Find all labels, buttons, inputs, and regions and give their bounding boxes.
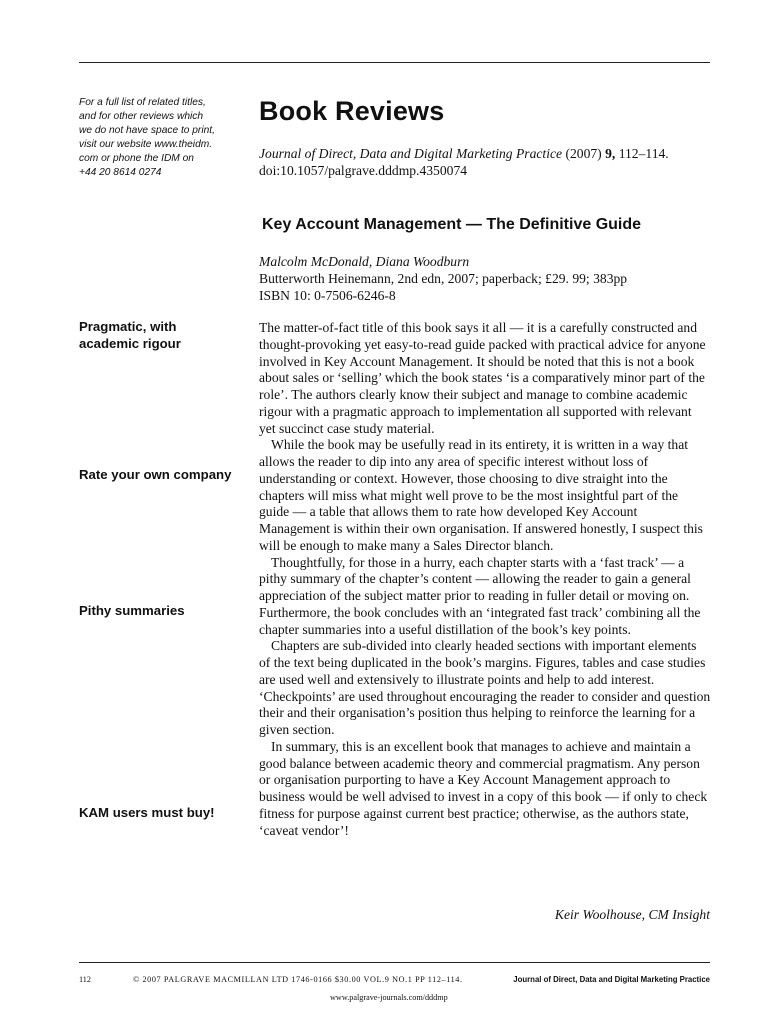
sidenote-line: For a full list of related titles, [79,97,206,108]
journal-url: www.palgrave-journals.com/dddmp [330,993,448,1002]
book-title: Key Account Management — The Definitive Guide [262,216,642,233]
sidenote-line: visit our website www.theidm. [79,139,213,150]
top-rule [79,62,710,63]
book-authors: Malcolm McDonald, Diana Woodburn [259,254,470,269]
citation [259,145,719,179]
book-meta [259,253,719,304]
review-paragraph: The matter-of-fact title of this book says it all — it is a carefully constructed and thought-provoking yet easy-to-read guide packed with practical advice for anyone involved in Key Account Management. It should be noted that this is not a book about sales or ‘selling’ which the book states ‘is a comparatively minor part of the role’. The authors clearly know their subject and manage to combine academic rigour with a pragmatic approach to implementation all supported with relevant yet succinct case study material. [259,320,706,436]
sidenote [79,96,244,180]
copyright-line: © 2007 PALGRAVE MACMILLAN LTD 1746-0166 $30.00 VOL.9 NO.1 PP 112–114. [133,975,463,984]
book-isbn: ISBN 10: 0-7506-6246-8 [259,288,396,303]
footer-journal-name: Journal of Direct, Data and Digital Marketing Practice [513,975,710,984]
page-number: 112 [79,975,91,984]
reviewer-signature: Keir Woolhouse, CM Insight [554,907,710,922]
review-paragraph: In summary, this is an excellent book that manages to achieve and maintain a good balance between academic theory and commercial pragmatism. Any person or organisation purporting to have a Key Account Management approach to business would be well advised to invest in a copy of this book — if only to check fitness for purpose against current best practice; otherwise, as the authors state, ‘caveat vendor’! [259,738,708,838]
book-publication: Butterworth Heinemann, 2nd edn, 2007; paperback; £29. 99; 383pp [259,271,628,286]
review-paragraph: Chapters are sub-divided into clearly headed sections with important elements of the text being duplicated in the book’s margins. Figures, tables and case studies are used well and extensively to illustrate points and help to add interest. ‘Checkpoints’ are used throughout encouraging the reader to consider and question their and their organisation’s position thus helping to reinforce the learning for a given section. [259,638,711,737]
citation-year: (2007) [565,146,602,161]
sidenote-line: +44 20 8614 0274 [79,167,162,178]
margin-heading: Pragmatic, with academic rigour [79,319,181,351]
citation-volume: 9, [605,146,616,161]
page-title: Book Reviews [259,96,445,126]
citation-doi: doi:10.1057/palgrave.dddmp.4350074 [259,163,468,178]
margin-heading: Pithy summaries [79,603,185,618]
bottom-rule [79,962,710,963]
margin-heading: Rate your own company [79,467,232,482]
margin-heading: KAM users must buy! [79,805,215,820]
review-paragraph: While the book may be usefully read in its entirety, it is written in a way that allows the reader to dip into any area of specific interest without loss of understanding or context. However, those choosing to dive straight into the chapters will miss what might well prove to be the most insightful part of the guide — a table that allows them to rate how developed Key Account Management is within their own organisation. If answered honestly, I suspect this will be enough to make many a Sales Director blanch. [259,437,703,553]
citation-line [259,145,719,162]
journal-name: Journal of Direct, Data and Digital Marketing Practice [259,146,563,161]
sidenote-line: com or phone the IDM on [79,153,194,164]
sidenote-line: we do not have space to print, [79,125,215,136]
review-paragraph: Thoughtfully, for those in a hurry, each chapter starts with a ‘fast track’ — a pithy summary of the chapter’s content — allowing the reader to gain a general appreciation of the subject matter prior to reading in fuller detail or moving on. Furthermore, the book concludes with an ‘integrated fast track’ combining all the chapter summaries into a useful distillation of the book’s key points. [259,554,701,637]
citation-pages: 112–114. [618,146,669,161]
review-body [259,320,711,839]
sidenote-line: and for other reviews which [79,111,204,122]
